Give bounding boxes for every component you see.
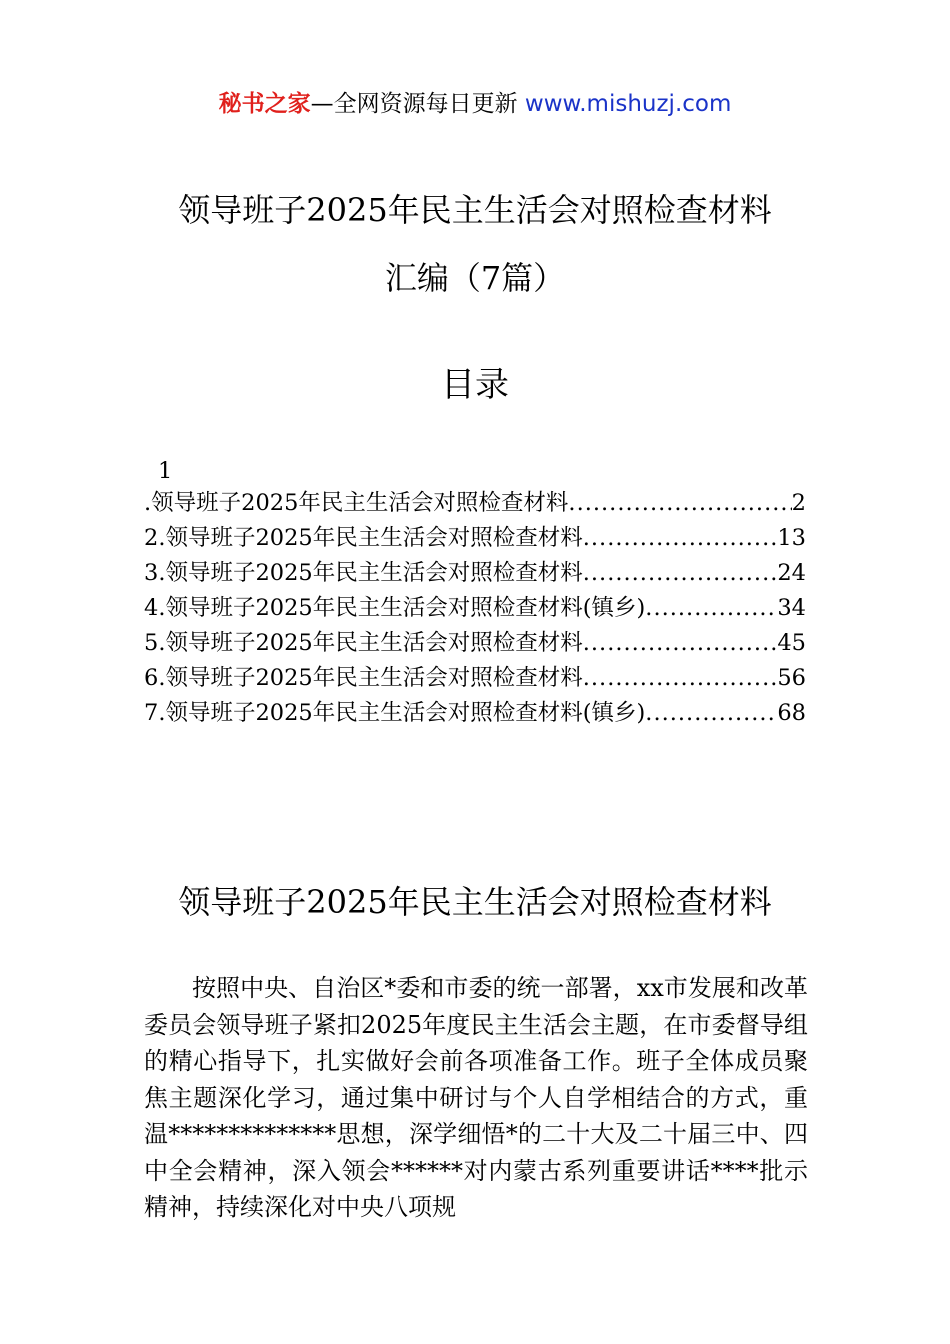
toc-entry-page: 24: [777, 560, 806, 586]
body-paragraph: 按照中央、自治区*委和市委的统一部署，xx市发展和改革委员会领导班子紧扣2025年度民主生活会主题，在市委督导组的精心指导下，扎实做好会前各项准备工作。班子全体成员聚焦主题深化学习，通过集中研讨与个人自学相结合的方式，重温**************思想，深学细悟*的二十大及二十届三中、四中全会精神，深入领会******对内蒙古系列重要讲话****批示精神，持续深化对中央八项规: [144, 974, 808, 1221]
banner-url-link[interactable]: www.mishuzj.com: [524, 91, 732, 117]
toc-entry-label: 2.领导班子2025年民主生活会对照检查材料: [144, 525, 583, 551]
toc-entry[interactable]: [144, 521, 806, 556]
toc-entry[interactable]: [144, 696, 806, 731]
toc-entry-page: 68: [777, 700, 806, 726]
toc-entry-label: 7.领导班子2025年民主生活会对照检查材料(镇乡): [144, 700, 646, 726]
document-title-line2: 汇编（7篇）: [384, 259, 566, 297]
toc-entry-page: 2: [791, 490, 806, 516]
toc-heading: 目录: [441, 365, 509, 405]
toc-entry[interactable]: [144, 626, 806, 661]
document-title-line1: 领导班子2025年民主生活会对照检查材料: [178, 191, 772, 229]
toc-leader-dots: [645, 591, 777, 626]
toc-entry-label: 5.领导班子2025年民主生活会对照检查材料: [144, 630, 583, 656]
banner-dash: —: [310, 91, 334, 117]
section-title: 领导班子2025年民主生活会对照检查材料: [178, 883, 772, 921]
toc-entry[interactable]: [144, 591, 806, 626]
toc-entry-label: 4.领导班子2025年民主生活会对照检查材料(镇乡): [144, 595, 646, 621]
toc-leader-dots: [583, 521, 778, 556]
toc-entry[interactable]: [144, 486, 806, 521]
toc-entry-page: 34: [777, 595, 806, 621]
banner-brand: 秘书之家: [218, 91, 311, 117]
table-of-contents: [144, 456, 806, 731]
toc-entry-page: 45: [777, 630, 806, 656]
banner-tagline: 全网资源每日更新: [333, 91, 518, 117]
toc-entry-label: 6.领导班子2025年民主生活会对照检查材料: [144, 665, 583, 691]
toc-leader-dots: [583, 661, 778, 696]
toc-entry-page: 13: [777, 525, 806, 551]
site-banner: [0, 88, 950, 120]
toc-entry[interactable]: [144, 661, 806, 696]
toc-entry-label: .领导班子2025年民主生活会对照检查材料: [144, 490, 569, 516]
toc-entry[interactable]: [144, 556, 806, 591]
toc-first-number: 1: [158, 458, 173, 484]
toc-leader-dots: [568, 486, 791, 521]
toc-entry-label: 3.领导班子2025年民主生活会对照检查材料: [144, 560, 583, 586]
toc-leader-dots: [583, 556, 778, 591]
toc-leader-dots: [645, 696, 777, 731]
toc-leader-dots: [583, 626, 778, 661]
toc-entry-page: 56: [777, 665, 806, 691]
